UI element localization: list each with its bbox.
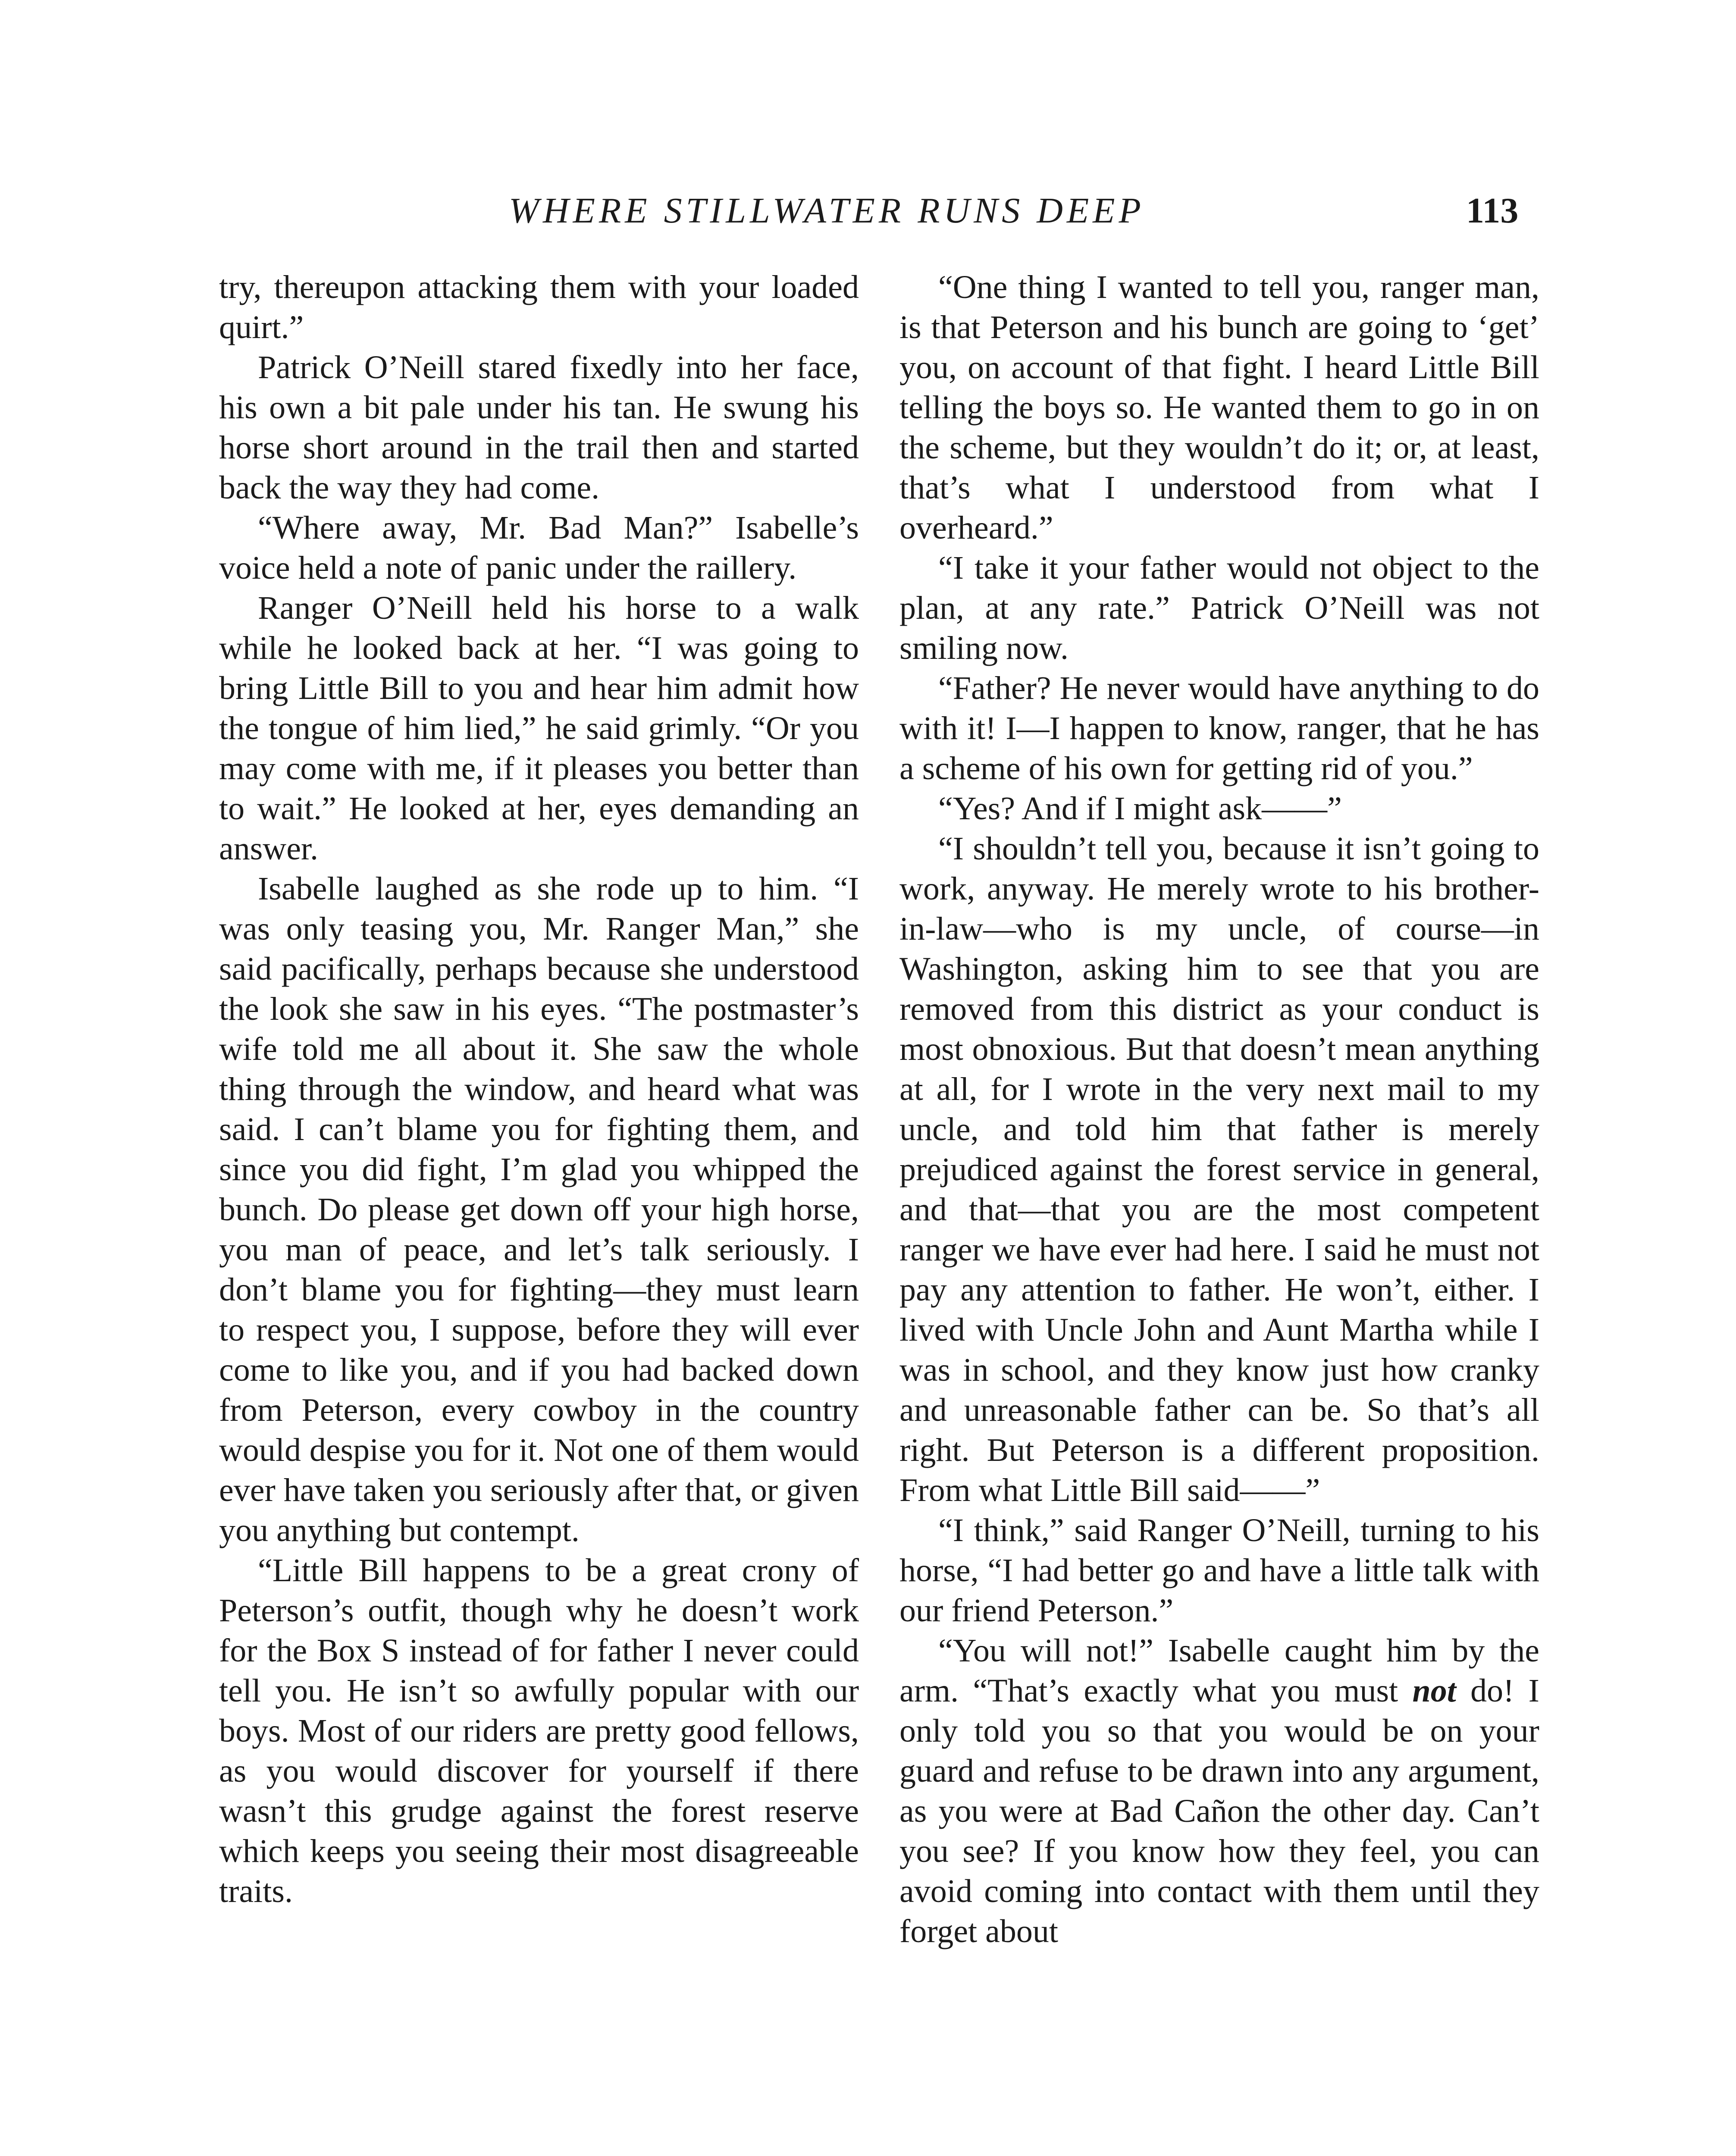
paragraph: “Where away, Mr. Bad Man?” Isabelle’s voice held a note of panic under the raillery. — [219, 510, 859, 586]
right-column — [899, 267, 1539, 1952]
paragraph: Isabelle laughed as she rode up to him. “I was only teasing you, Mr. Ranger Man,” she said pacifically, perhaps because she understood the look she saw in his eyes. “The postmaster’s wife told me all about it. She saw the whole thing through the window, and heard what was said. I can’t blame you for fighting them, and since you did fight, I’m glad you whipped the bunch. Do please get down off your high horse, you man of peace, and let’s talk seriously. I don’t blame you for fighting—they must learn to respect you, I suppose, before they will ever come to like you, and if you had backed down from Peterson, every cowboy in the country would despise you for it. Not one of them would ever have taken you seriously after that, or given you anything but contempt. — [219, 871, 859, 1548]
page-number: 113 — [1466, 191, 1519, 231]
running-title: WHERE STILLWATER RUNS DEEP — [509, 191, 1145, 231]
paragraph: “Yes? And if I might ask——” — [938, 790, 1342, 827]
paragraph: Ranger O’Neill held his horse to a walk while he looked back at her. “I was going to bring Little Bill to you and hear him admit how the tongue of him lied,” he said grimly. “Or you may come with me, if it pleases you better than to wait.” He looked at her, eyes demanding an answer. — [219, 590, 859, 867]
paragraph: “One thing I wanted to tell you, ranger man, is that Peterson and his bunch are going to ‘get’ you, on account of that fight. I heard Little Bill telling the boys so. He wanted them to go in on the scheme, but they wouldn’t do it; or, at least, that’s what I understood from what I overheard.” — [899, 269, 1539, 546]
paragraph: Patrick O’Neill stared fixedly into her face, his own a bit pale under his tan. He swung his horse short around in the trail then and started back the way they had come. — [219, 349, 859, 506]
left-column — [219, 267, 859, 1912]
paragraph: try, thereupon attacking them with your loaded quirt.” — [219, 269, 859, 345]
paragraph: “I shouldn’t tell you, because it isn’t going to work, anyway. He merely wrote to his brother-in-law—who is my uncle, of course—in Washington, asking him to see that you are removed from this district as your conduct is most obnoxious. But that doesn’t mean anything at all, for I wrote in the very next mail to my uncle, and told him that father is merely prejudiced against the forest service in general, and that—that you are the most competent ranger we have ever had here. I said he must not pay any attention to father. He won’t, either. I lived with Uncle John and Aunt Martha while I was in school, and they know just how cranky and unreasonable father can be. So that’s all right. But Peterson is a different proposition. From what Little Bill said——” — [899, 830, 1539, 1508]
paragraph: “I think,” said Ranger O’Neill, turning to his horse, “I had better go and have a little talk with our friend Peterson.” — [899, 1512, 1539, 1629]
emphasis-text: not — [1412, 1673, 1456, 1709]
paragraph: “I take it your father would not object to the plan, at any rate.” Patrick O’Neill was not smiling now. — [899, 550, 1539, 666]
text-run: “You will not!” Isabelle caught him by the arm. “That’s exactly what you must — [899, 1633, 1539, 1709]
paragraph: “Little Bill happens to be a great crony of Peterson’s outfit, though why he doesn’t work for the Box S instead of for father I never could tell you. He isn’t so awfully popular with our boys. Most of our riders are pretty good fellows, as you would discover for yourself if there wasn’t this grudge against the forest reserve which keeps you seeing their most disagreeable traits. — [219, 1552, 859, 1909]
paragraph: “Father? He never would have anything to do with it! I—I happen to know, ranger, that he has a scheme of his own for getting rid of you.” — [899, 670, 1539, 787]
text-run: do! I only told you so that you would be on your guard and refuse to be drawn into any argument, as you were at Bad Cañon the other day. Can’t you see? If you know how they feel, you can avoid coming into contact with them until they forget about — [899, 1673, 1539, 1949]
paragraph — [899, 1631, 1539, 1952]
